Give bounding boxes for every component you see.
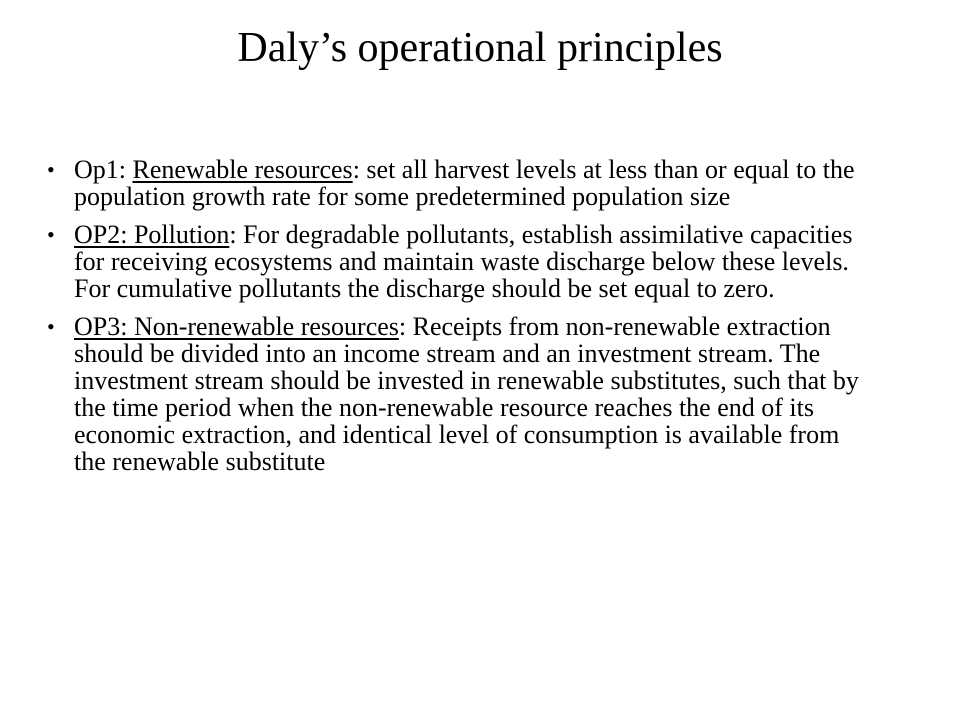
bullet-op3 bbox=[47, 312, 874, 476]
bullet-text: : Receipts from non-renewable extraction should be divided into an income stream and an investment stream. The investment stream should be invested in renewable substitutes, such that by the time period when the non-renewable resource reaches the end of its economic extraction, and identical level of consumption is available from the renewable substitute bbox=[74, 312, 859, 476]
bullet-prefix: Op1: bbox=[74, 155, 133, 184]
bullet-list bbox=[47, 155, 874, 486]
bullet-marker: • bbox=[47, 314, 55, 339]
bullet-term: OP2: Pollution bbox=[74, 220, 230, 249]
bullet-marker: • bbox=[47, 157, 55, 182]
bullet-text: : set all harvest levels at less than or equal to the population growth rate for some predetermined population size bbox=[74, 155, 855, 211]
bullet-op1 bbox=[47, 155, 874, 211]
bullet-text: : For degradable pollutants, establish assimilative capacities for receiving ecosystems and maintain waste discharge below these levels. For cumulative pollutants the discharge should be set equal to zero. bbox=[74, 220, 853, 303]
bullet-term: OP3: Non-renewable resources bbox=[74, 312, 399, 341]
bullet-op2 bbox=[47, 220, 874, 303]
slide-title: Daly’s operational principles bbox=[237, 25, 723, 71]
bullet-marker: • bbox=[47, 222, 55, 247]
bullet-term: Renewable resources bbox=[132, 155, 353, 184]
